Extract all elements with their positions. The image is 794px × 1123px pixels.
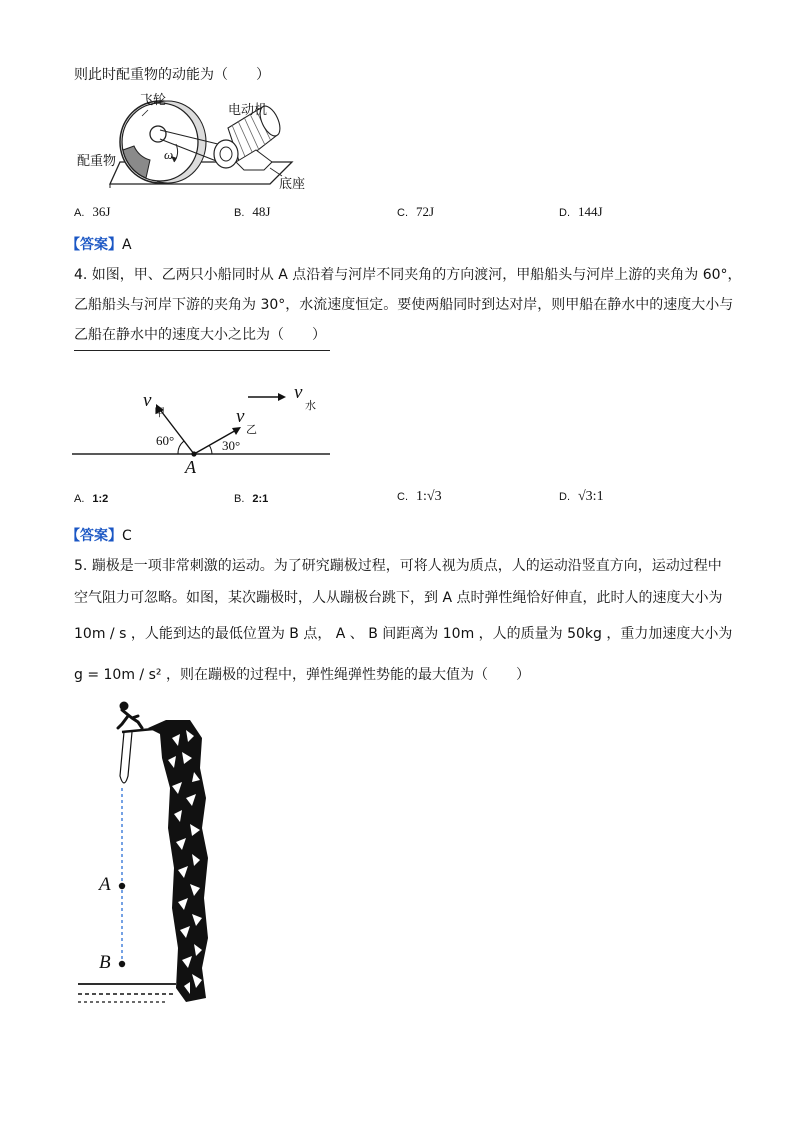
v-water-symbol: v	[294, 382, 303, 403]
option-value: 48J	[252, 204, 271, 219]
q4-stem-line1: 4. 如图，甲、乙两只小船同时从 A 点沿着与河岸不同夹角的方向渡河，甲船船头与河岸上游的夹角为 60°，	[74, 267, 742, 283]
v-jia-symbol: v	[143, 390, 152, 411]
v-water-subscript: 水	[305, 399, 316, 412]
option-letter: C.	[397, 207, 408, 219]
counterweight-label: 配重物	[77, 154, 117, 169]
option-letter: A.	[74, 207, 85, 219]
option-value: 1:2	[92, 493, 109, 505]
answer-tag: 【答案】	[66, 237, 122, 253]
q3-option-a	[74, 204, 110, 220]
q3-stem-tail: 则此时配重物的动能为（ ）	[74, 67, 270, 83]
q3-option-d	[559, 204, 603, 220]
answer-tag: 【答案】	[66, 528, 122, 544]
option-value: 2:1	[252, 493, 269, 505]
q5-stem-line2: 空气阻力可忽略。如图，某次蹦极时，人从蹦极台跳下，到 A 点时弹性绳恰好伸直，此时人的速度大小为	[74, 590, 723, 606]
q5-stem-line1: 5. 蹦极是一项非常刺激的运动。为了研究蹦极过程，可将人视为质点，人的运动沿竖直方向，运动过程中	[74, 558, 722, 574]
point-a-marker-label: A	[99, 874, 111, 895]
option-letter: A.	[74, 493, 85, 505]
angle-60-label: 60°	[156, 433, 175, 448]
option-value: 144J	[578, 204, 603, 219]
q5-stem-line3: 10m / s ，人能到达的最低位置为 B 点， A 、 B 间距离为 10m ，人的质量为 50kg ，重力加速度大小为	[74, 626, 733, 642]
option-letter: B.	[234, 493, 245, 505]
q4-stem-line2: 乙船船头与河岸下游的夹角为 30°，水流速度恒定。要使两船同时到达对岸，则甲船在静水中的速度大小与	[74, 297, 734, 313]
q4-option-d	[559, 489, 604, 505]
q3-option-c	[397, 204, 434, 220]
q3-answer	[66, 234, 132, 254]
option-letter: C.	[397, 491, 408, 503]
answer-value: C	[122, 528, 132, 544]
v-jia-subscript: 甲	[154, 406, 165, 419]
option-value: 36J	[92, 204, 111, 219]
v-yi-symbol: v	[236, 406, 245, 427]
q5-stem-line4: g = 10m / s² ，则在蹦极的过程中，弹性绳弹性势能的最大值为（ ）	[74, 667, 530, 683]
point-a-label: A	[185, 457, 196, 477]
flywheel-label: 飞轮	[140, 93, 167, 108]
answer-value: A	[122, 237, 132, 253]
flywheel-motor-figure	[76, 92, 306, 192]
q4-stem-line3: 乙船在静水中的速度大小之比为（ ）	[74, 327, 326, 343]
q4-option-b	[234, 491, 268, 506]
q4-stem-underline	[74, 350, 330, 351]
q4-option-c	[397, 489, 442, 505]
q4-answer	[66, 525, 132, 545]
q4-option-a	[74, 491, 108, 506]
angle-30-label: 30°	[222, 438, 241, 453]
option-value: √3:1	[578, 489, 604, 504]
option-value: 72J	[416, 204, 435, 219]
motor-label: 电动机	[228, 103, 268, 118]
option-letter: B.	[234, 207, 245, 219]
base-label: 底座	[279, 177, 306, 192]
bungee-cliff-figure	[72, 698, 212, 1010]
option-letter: D.	[559, 491, 570, 503]
option-value: 1:√3	[416, 489, 442, 504]
option-letter: D.	[559, 207, 570, 219]
v-yi-subscript: 乙	[246, 423, 257, 436]
q3-option-b	[234, 204, 270, 220]
point-b-marker-label: B	[99, 952, 111, 973]
omega-label: ω	[164, 147, 174, 162]
